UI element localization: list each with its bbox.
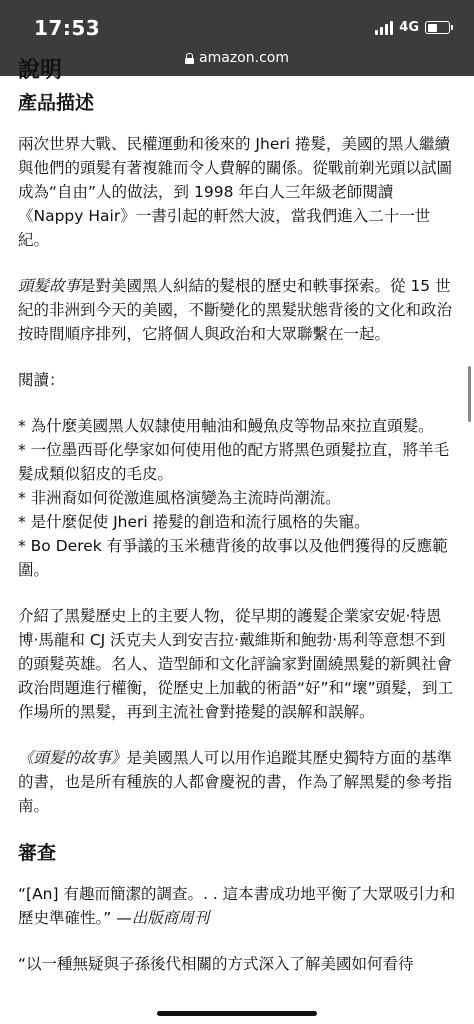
list-item: * Bo Derek 有爭議的玉米穗背後的故事以及他們獲得的反應範圍。 bbox=[18, 537, 448, 579]
reading-list bbox=[18, 414, 456, 582]
home-indicator[interactable] bbox=[157, 1011, 317, 1016]
description-paragraph-1: 兩次世界大戰、民權運動和後來的 Jheri 捲髮，美國的黑人繼續與他們的頭髮有著複雜而令人費解的關係。從戰前剃光頭以試圖成為“自由”人的做法，到 1998 年白人三年級老師閱讀《Nappy Hair》一書引起的軒然大波，當我們進入二十一世紀。 bbox=[18, 135, 453, 249]
page-scrollbar[interactable] bbox=[468, 366, 471, 422]
reviews-heading: 審查 bbox=[18, 842, 57, 864]
review-quote-1: “[An] 有趣而簡潔的調查。. . 這本書成功地平衡了大眾吸引力和歷史準確性。” —出版商周刊 bbox=[18, 885, 456, 927]
network-type: 4G bbox=[399, 20, 419, 35]
status-icons bbox=[375, 20, 450, 35]
list-item: * 為什麼美國黑人奴隸使用軸油和鰻魚皮等物品來拉直頭髮。 bbox=[18, 417, 434, 435]
review-quote-2: “以一種無疑與子孫後代相關的方式深入了解美國如何看待 bbox=[18, 955, 414, 973]
list-item: * 是什麼促使 Jheri 捲髮的創造和流行風格的失寵。 bbox=[18, 513, 370, 531]
reading-label: 閱讀： bbox=[18, 371, 65, 389]
battery-icon bbox=[425, 21, 450, 34]
list-item: * 非洲裔如何從激進風格演變為主流時尚潮流。 bbox=[18, 489, 341, 507]
lock-icon bbox=[185, 53, 194, 64]
list-item: * 一位墨西哥化學家如何使用他的配方將黑色頭髮拉直，將羊毛髮成類似貂皮的毛皮。 bbox=[18, 441, 450, 483]
product-description-heading: 產品描述 bbox=[18, 92, 95, 114]
description-paragraph-2: 頭髮故事是對美國黑人糾結的髮根的歷史和軼事探索。從 15 世紀的非洲到今天的美國，不斷變化的黑髮狀態背後的文化和政治按時間順序排列，它將個人與政治和大眾聯繫在一起。 bbox=[18, 277, 453, 343]
book-title-italic: 《頭髮的故事》 bbox=[18, 749, 127, 767]
signal-icon bbox=[375, 21, 393, 35]
book-title-italic: 頭髮故事 bbox=[18, 277, 81, 295]
url-bar[interactable] bbox=[0, 50, 474, 66]
url-domain: amazon.com bbox=[199, 50, 289, 66]
partial-heading: 說明 bbox=[18, 58, 63, 83]
review-source: —出版商周刊 bbox=[116, 909, 210, 927]
description-paragraph-4: 《頭髮的故事》是美國黑人可以用作追蹤其歷史獨特方面的基準的書，也是所有種族的人都會慶祝的書，作為了解黑髮的參考指南。 bbox=[18, 749, 453, 815]
status-time: 17:53 bbox=[34, 16, 101, 40]
description-paragraph-3: 介紹了黑髮歷史上的主要人物，從早期的護髮企業家安妮·特恩博·馬龍和 CJ 沃克夫人到安吉拉·戴維斯和鮑勃·馬利等意想不到的頭髮英雄。名人、造型師和文化評論家對圍繞黑髮的新興社會政治問題進行權衡，從歷史上加載的術語“好”和“壞”頭髮，到工作場所的黑髮，再到主流社會對捲髮的誤解和誤解。 bbox=[18, 607, 454, 721]
browser-top-bar bbox=[0, 0, 474, 76]
